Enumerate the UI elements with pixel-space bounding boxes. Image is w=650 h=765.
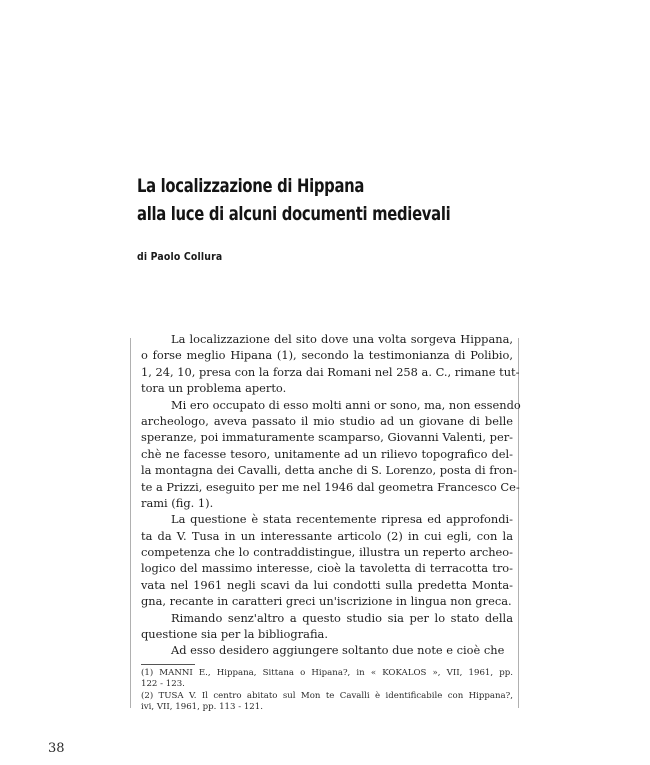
body-line: competenza che lo contraddistingue, illustra un reperto archeo- (141, 545, 513, 560)
body-line: archeologo, aveva passato il mio studio ad un giovane di belle (141, 413, 513, 428)
body-line: questione sia per la bibliografia. (141, 627, 328, 642)
body-line: La questione è stata recentemente ripresa ed approfondi- (171, 512, 513, 527)
body-line: vata nel 1961 negli scavi da lui condotti sulla predetta Monta- (141, 577, 513, 592)
body-line: La localizzazione del sito dove una volta sorgeva Hippana, (171, 332, 513, 346)
body-line: ta da V. Tusa in un interessante articolo (2) in cui egli, con la (141, 528, 513, 543)
footnote-line: (2) TUSA V. Il centro abitato sul Mon te Cavalli è identificabile con Hippana?, (141, 690, 513, 701)
body-line: logico del massimo interesse, cioè la tavoletta di terracotta tro- (141, 561, 513, 576)
footnote-line: (1) MANNI E., Hippana, Sittana o Hipana?, in « KOKALOS », VII, 1961, pp. (141, 668, 513, 678)
author-byline: di Paolo Collura (137, 250, 223, 263)
title-line-1: La localizzazione di Hippana (137, 175, 365, 197)
footnote-line: ivi, VII, 1961, pp. 113 - 121. (141, 701, 263, 712)
body-line: Ad esso desidero aggiungere soltanto due note e cioè che (171, 643, 505, 658)
article-title (137, 172, 450, 228)
body-line: la montagna dei Cavalli, detta anche di S. Lorenzo, posta di fron- (141, 463, 517, 478)
body-line: Rimando senz'altro a questo studio sia per lo stato della (171, 610, 513, 625)
body-line: speranze, poi immaturamente scamparso, Giovanni Valenti, per- (141, 430, 513, 445)
body-line: gna, recante in caratteri greci un'iscrizione in lingua non greca. (141, 594, 512, 609)
body-line: te a Prizzi, eseguito per me nel 1946 dal geometra Francesco Ce- (141, 479, 520, 494)
body-text (141, 331, 521, 659)
footnote-separator (141, 664, 195, 665)
body-line: Mi ero occupato di esso molti anni or sono, ma, non essendo (171, 397, 521, 412)
title-line-2: alla luce di alcuni documenti medievali (137, 203, 451, 225)
body-line: tora un problema aperto. (141, 381, 287, 396)
body-line: rami (fig. 1). (141, 495, 214, 510)
page-number: 38 (48, 741, 65, 756)
body-line: 1, 24, 10, presa con la forza dai Romani nel 258 a. C., rimane tut- (141, 364, 520, 379)
body-line: chè ne facesse tesoro, unitamente ad un rilievo topografico del- (141, 446, 513, 461)
footnotes (141, 668, 513, 713)
body-line: o forse meglio Hipana (1), secondo la testimonianza di Polibio, (141, 348, 513, 363)
footnote-line: 122 - 123. (141, 679, 185, 690)
